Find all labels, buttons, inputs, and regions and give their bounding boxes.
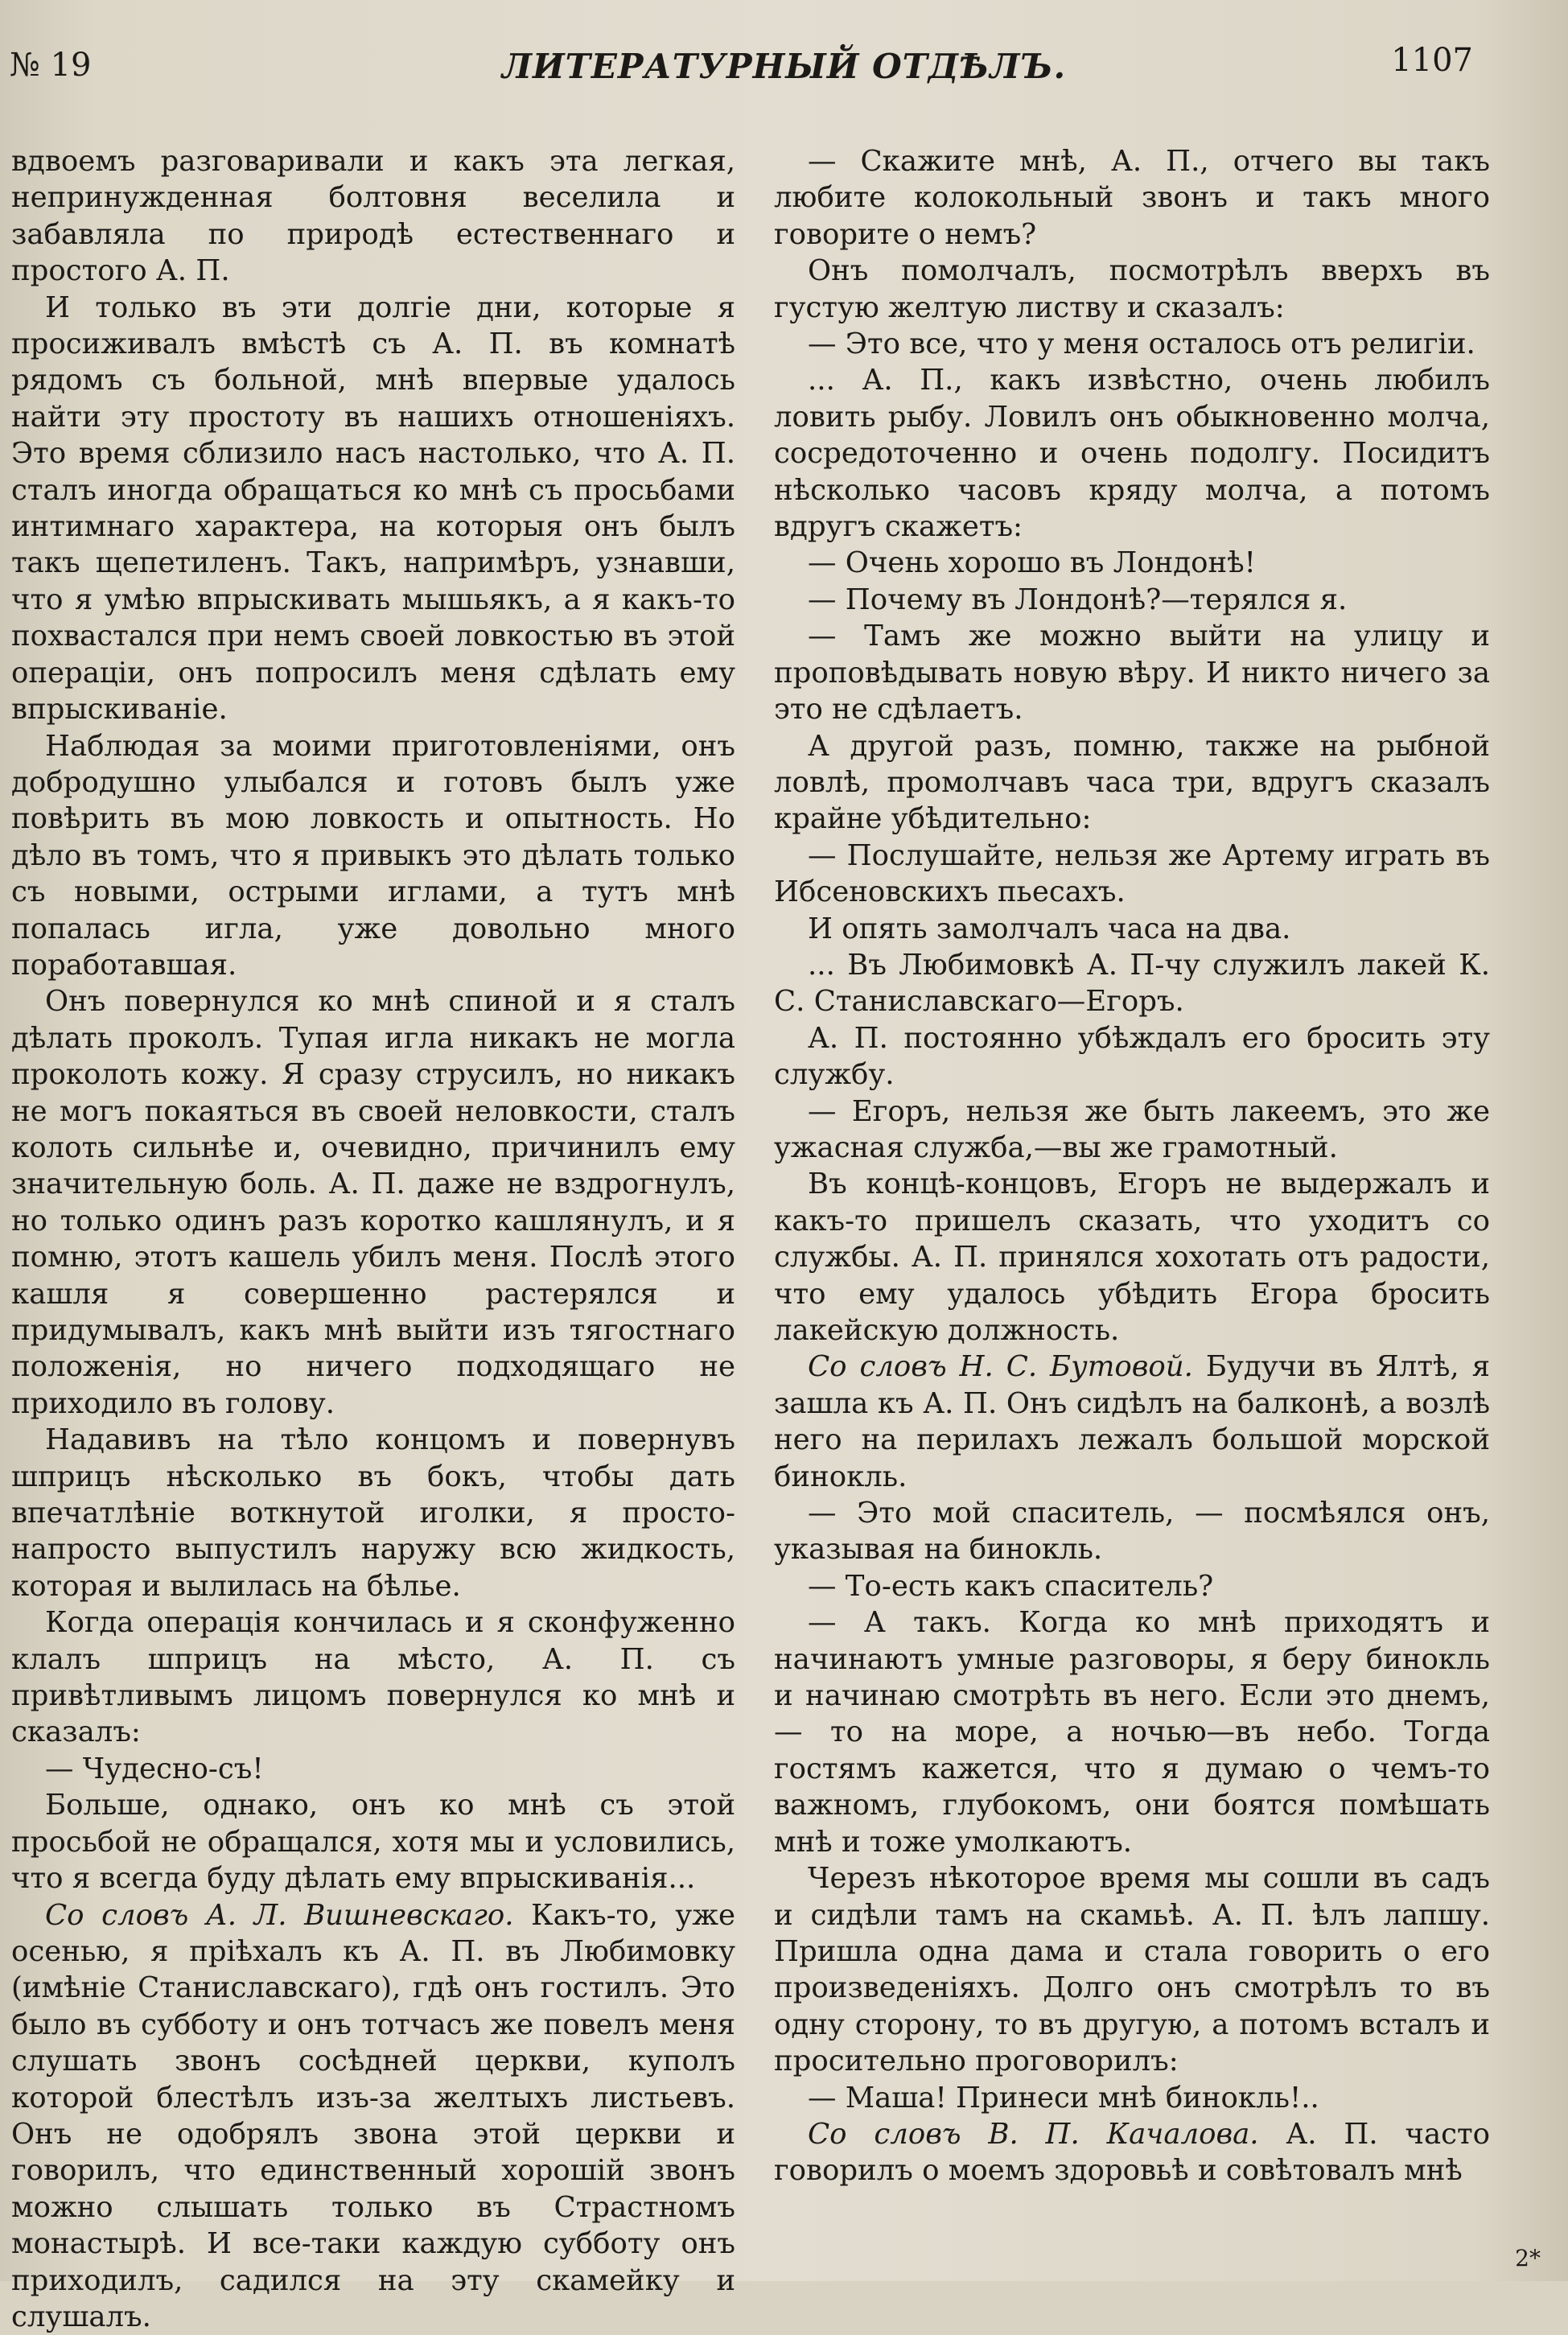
paragraph xyxy=(11,1604,735,1751)
paragraph xyxy=(774,582,1490,618)
paragraph xyxy=(774,1020,1490,1093)
paragraph-text: Черезъ нѣкоторое время мы сошли въ садъ и сидѣли тамъ на скамьѣ. А. П. ѣлъ лапшу. Пришла одна дама и стала говорить о его произведеніяхъ. Долго онъ смотрѣлъ то въ одну сторону, то въ другую, а потомъ всталъ и просительно проговорилъ: xyxy=(774,1862,1490,2078)
paragraph-text: А другой разъ, помню, также на рыбной ловлѣ, промолчавъ часа три, вдругъ сказалъ крайне убѣдительно: xyxy=(774,730,1490,836)
paragraph xyxy=(774,1349,1490,1495)
speaker-attribution: Со словъ В. П. Качалова. xyxy=(808,2118,1259,2151)
paragraph-text: Въ концѣ-концовъ, Егоръ не выдержалъ и какъ-то пришелъ сказать, что уходитъ со службы. А. П. принялся хохотать отъ радости, что ему удалось убѣдить Егора бросить лакейскую должность. xyxy=(774,1168,1490,1347)
paragraph xyxy=(774,1093,1490,1167)
page-number: 1107 xyxy=(1391,42,1473,79)
paragraph-text: — Егоръ, нельзя же быть лакеемъ, это же ужасная служба,—вы же грамотный. xyxy=(774,1095,1490,1164)
paragraph-text: — Тамъ же можно выйти на улицу и проповѣдывать новую вѣру. И никто ничего за это не сдѣлаетъ. xyxy=(774,620,1490,726)
running-head xyxy=(0,47,1568,103)
signature-mark: 2* xyxy=(1515,2245,1541,2271)
paragraph-text: Онъ повернулся ко мнѣ спиной и я сталъ дѣлать проколъ. Тупая игла никакъ не могла проколоть кожу. Я сразу струсилъ, но никакъ не могъ покаяться въ своей неловкости, сталъ колоть сильнѣе и, очевидно, причинилъ ему значительную боль. А. П. даже не вздрогнулъ, но только одинъ разъ коротко кашлянулъ, и я помню, этотъ кашель убилъ меня. Послѣ этого кашля я совершенно растерялся и придумывалъ, какъ мнѣ выйти изъ тягостнаго положенія, но ничего подходящаго не приходило въ голову. xyxy=(11,985,735,1419)
paragraph-text: — Это мой спаситель, — посмѣялся онъ, указывая на бинокль. xyxy=(774,1497,1490,1566)
paragraph-text: И только въ эти долгіе дни, которые я просиживалъ вмѣстѣ съ А. П. въ комнатѣ рядомъ съ больной, мнѣ впервые удалось найти эту простоту въ нашихъ отношеніяхъ. Это время сблизило насъ настолько, что А. П. сталъ иногда обращаться ко мнѣ съ просьбами интимнаго характера, на которыя онъ былъ такъ щепетиленъ. Такъ, напримѣръ, узнавши, что я умѣю впрыскивать мышьякъ, а я какъ-то похвастался при немъ своей ловкостью въ этой операціи, онъ попросилъ меня сдѣлать ему впрыскиваніе. xyxy=(11,291,735,726)
paragraph-text: — Послушайте, нельзя же Артему играть въ Ибсеновскихъ пьесахъ. xyxy=(774,839,1490,908)
paragraph-text: — А такъ. Когда ко мнѣ приходятъ и начинаютъ умные разговоры, я беру бинокль и начинаю смотрѣть въ него. Если это днемъ,— то на море, а ночью—въ небо. Тогда гостямъ кажется, что я думаю о чемъ-то важномъ, глубокомъ, они боятся помѣшать мнѣ и тоже умолкаютъ. xyxy=(774,1606,1490,1858)
paragraph-text: Будучи въ Ялтѣ, я зашла къ А. П. Онъ сидѣлъ на балконѣ, а возлѣ него на перилахъ лежалъ большой морской бинокль. xyxy=(774,1350,1490,1493)
paragraph xyxy=(11,143,735,290)
paragraph xyxy=(774,1495,1490,1568)
paragraph-text: — Скажите мнѣ, А. П., отчего вы такъ любите колокольный звонъ и такъ много говорите о немъ? xyxy=(774,145,1490,251)
paragraph-text: — То-есть какъ спаситель? xyxy=(808,1570,1213,1603)
paragraph xyxy=(774,1604,1490,1860)
right-column xyxy=(774,143,1490,2235)
paragraph xyxy=(774,362,1490,545)
paragraph-text: — Маша! Принеси мнѣ бинокль!.. xyxy=(808,2082,1319,2115)
paragraph xyxy=(11,1751,735,1787)
paragraph-text: Когда операція кончилась и я сконфуженно клалъ шприцъ на мѣсто, А. П. съ привѣтливымъ лицомъ повернулся ко мнѣ и сказалъ: xyxy=(11,1606,735,1748)
speaker-attribution: Со словъ А. Л. Вишневскаго. xyxy=(45,1899,514,1932)
paragraph xyxy=(774,947,1490,1020)
issue-number: № 19 xyxy=(10,47,91,84)
paragraph-text: вдвоемъ разговаривали и какъ эта легкая, непринужденная болтовня веселила и забавляла по природѣ естественнаго и простого А. П. xyxy=(11,145,735,287)
paragraph xyxy=(774,2116,1490,2189)
paragraph-text: И опять замолчалъ часа на два. xyxy=(808,912,1290,945)
paragraph xyxy=(774,2080,1490,2116)
speaker-attribution: Со словъ Н. С. Бутовой. xyxy=(808,1350,1193,1383)
paragraph xyxy=(11,983,735,1422)
paragraph-text: Онъ помолчалъ, посмотрѣлъ вверхъ въ густую желтую листву и сказалъ: xyxy=(774,254,1490,323)
paragraph xyxy=(774,1860,1490,2079)
section-title: ЛИТЕРАТУРНЫЙ ОТДѢЛЪ. xyxy=(0,47,1568,86)
paragraph xyxy=(774,326,1490,362)
paragraph xyxy=(774,911,1490,947)
paragraph-text: ... Въ Любимовкѣ А. П-чу служилъ лакей К. С. Станиславскаго—Егоръ. xyxy=(774,949,1490,1018)
paragraph xyxy=(774,253,1490,326)
paragraph xyxy=(774,838,1490,911)
paragraph-text: — Очень хорошо въ Лондонѣ! xyxy=(808,546,1256,579)
paragraph xyxy=(11,1897,735,2335)
paragraph xyxy=(774,1568,1490,1604)
paragraph xyxy=(774,618,1490,727)
paragraph xyxy=(774,143,1490,253)
paragraph-text: — Это все, что у меня осталось отъ религіи. xyxy=(808,327,1475,360)
paragraph xyxy=(11,1422,735,1604)
paragraph-text: Больше, однако, онъ ко мнѣ съ этой просьбой не обращался, хотя мы и условились, что я всегда буду дѣлать ему впрыскиванія... xyxy=(11,1789,735,1895)
paragraph xyxy=(774,728,1490,838)
paragraph xyxy=(11,1787,735,1896)
paragraph-text: А. П. постоянно убѣждалъ его бросить эту службу. xyxy=(774,1022,1490,1091)
paragraph-text: ... А. П., какъ извѣстно, очень любилъ ловить рыбу. Ловилъ онъ обыкновенно молча, сосредоточенно и очень подолгу. Посидитъ нѣсколько часовъ кряду молча, а потомъ вдругъ скажетъ: xyxy=(774,364,1490,543)
paragraph xyxy=(11,290,735,728)
paragraph-text: А. П. часто говорилъ о моемъ здоровьѣ и совѣтовалъ мнѣ xyxy=(774,2118,1490,2187)
paragraph-text: — Чудесно-съ! xyxy=(45,1752,264,1785)
paragraph xyxy=(774,545,1490,581)
paragraph xyxy=(11,728,735,984)
paragraph-text: — Почему въ Лондонѣ?—терялся я. xyxy=(808,583,1347,616)
paragraph xyxy=(774,1166,1490,1349)
paragraph-text: Наблюдая за моими приготовленіями, онъ добродушно улыбался и готовъ былъ уже повѣрить въ мою ловкость и опытность. Но дѣло въ томъ, что я привыкъ это дѣлать только съ новыми, острыми иглами, а тутъ мнѣ попалась игла, уже довольно много поработавшая. xyxy=(11,730,735,982)
left-column xyxy=(11,143,735,2235)
paragraph-text: Какъ-то, уже осенью, я пріѣхалъ къ А. П. въ Любимовку (имѣніе Станиславскаго), гдѣ онъ гостилъ. Это было въ субботу и онъ тотчасъ же повелъ меня слушать звонъ сосѣдней церкви, куполъ которой блестѣлъ изъ-за желтыхъ листьевъ. Онъ не одобрялъ звона этой церкви и говорилъ, что единственный хорошій звонъ можно слышать только въ Страстномъ монастырѣ. И все-таки каждую субботу онъ приходилъ, садился на эту скамейку и слушалъ. xyxy=(11,1899,735,2333)
paragraph-text: Надавивъ на тѣло концомъ и повернувъ шприцъ нѣсколько въ бокъ, чтобы дать впечатлѣніе воткнутой иголки, я просто-напросто выпустилъ наружу всю жидкость, которая и вылилась на бѣлье. xyxy=(11,1423,735,1603)
